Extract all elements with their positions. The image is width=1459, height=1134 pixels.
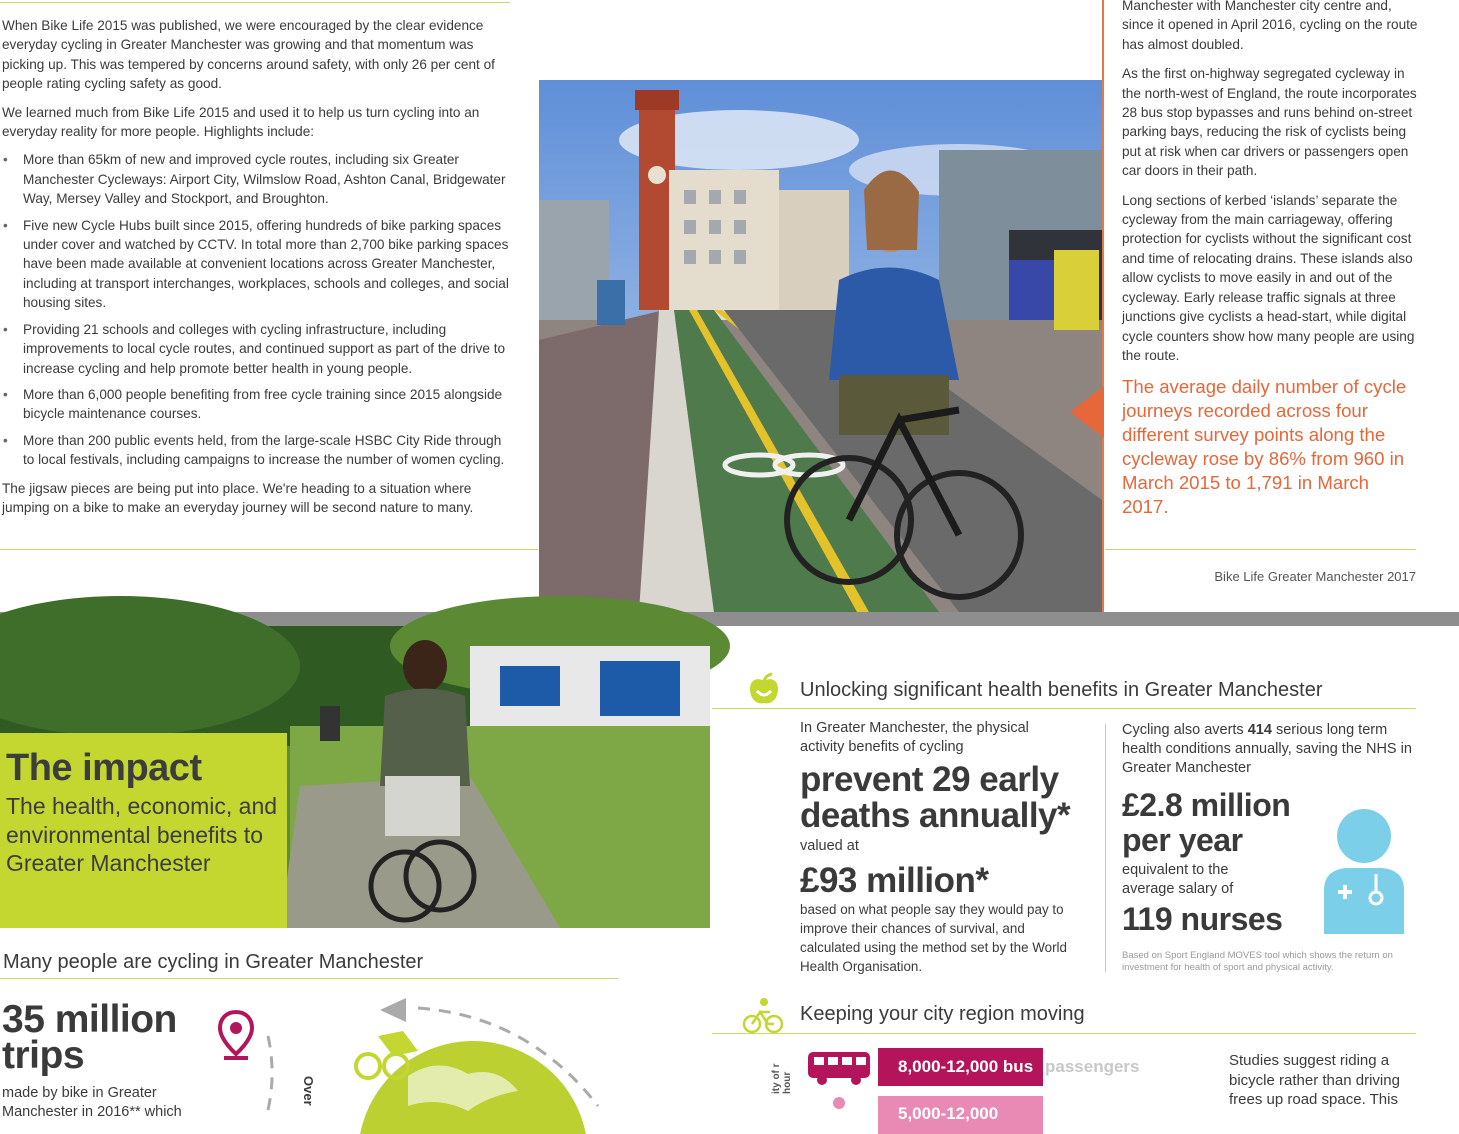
studies-text: Studies suggest riding a bicycle rather than driving frees up road space. This: [1229, 1052, 1400, 1108]
cyclist-photo: [539, 80, 1102, 612]
bus-bar-suffix: passengers: [1045, 1057, 1140, 1076]
right-text-column: [1122, 0, 1418, 529]
moving-heading: Keeping your city region moving: [800, 1003, 1085, 1025]
impact-box: [0, 733, 287, 928]
footer-title: Bike Life Greater Manchester 2017: [1214, 569, 1416, 584]
impact-title: The impact: [6, 747, 202, 789]
top-rule: [0, 2, 510, 3]
health-heading: Unlocking significant health benefits in Greater Manchester: [800, 679, 1323, 701]
list-item: • More than 65km of new and improved cycle routes, including six Greater Manchester Cycleways: Airport City, Wilmslow Road, Ashton Canal, Bridgewater Way, Mersey Valley and Stockport, and Broughton.: [2, 150, 514, 208]
averts-number: 414: [1247, 722, 1272, 738]
nurses-stat: 119 nurses: [1122, 901, 1283, 937]
bus-icon: [806, 1050, 872, 1086]
early-deaths-stat: prevent 29 early deaths annually*: [800, 760, 1071, 835]
impact-subtitle: The health, economic, and environmental benefits to Greater Manchester: [6, 793, 278, 876]
orange-pointer: [1070, 386, 1104, 438]
moves-note: Based on Sport England MOVES tool which shows the return on investment for health of sport and physical activity.: [1122, 950, 1393, 973]
cycleway-paragraph-1: As the first on-highway segregated cycleway in the north-west of England, the route incorporates 28 bus stop bypasses and runs behind on-street parking bays, reducing the risk of cyclists being put at risk when car drivers or passengers open car doors in their path.: [1122, 66, 1417, 179]
list-item: • Five new Cycle Hubs built since 2015, offering hundreds of bike parking spaces under cover and watched by CCTV. In total more than 2,700 bike parking spaces have been made available at convenient locations across Greater Manchester, including at transport interchanges, workplaces, schools and colleges, and social housing sites.: [2, 216, 514, 313]
cycling-rule: [0, 978, 618, 979]
highlights-intro: We learned much from Bike Life 2015 and used it to help us turn cycling into an everyday reality for more people. Highlights include:: [2, 104, 480, 140]
closing-paragraph: The jigsaw pieces are being put into place. We're heading to a situation where jumping on a bike to make an everyday journey will be second nature to many.: [2, 480, 474, 515]
nurse-icon: [1320, 808, 1408, 934]
cycleway-paragraph-2: Long sections of kerbed ‘islands’ separate the cycleway from the main carriageway, offering protection for cyclists without the significant cost and time of relocating drains. These islands also allow cyclists to move easily in and out of the cycleway. Early release traffic signals at three junctions give cyclists a head-start, while digital cycle counters show how many people are using the route.: [1122, 192, 1415, 363]
capacity-axis-label: ity of r hour: [771, 1063, 793, 1094]
list-item: • Providing 21 schools and colleges with cycling infrastructure, including improvements to local cycle routes, and continued support as part of the drive to increase cycling and help promote better health in young people.: [2, 320, 514, 378]
arc-label: Over: [301, 1076, 316, 1106]
globe-graphic: [228, 996, 618, 1110]
orange-divider: [1102, 0, 1104, 612]
health-intro: In Greater Manchester, the physical activity benefits of cycling: [800, 720, 1029, 755]
bottom-rule-left: [0, 549, 538, 550]
nhs-saving-stat: £2.8 million per year: [1122, 787, 1291, 858]
bottom-rule-right: [1105, 549, 1416, 550]
health-rule: [712, 708, 1416, 709]
moving-rule: [712, 1033, 1416, 1034]
intro-paragraph: When Bike Life 2015 was published, we were encouraged by the clear evidence everyday cycling in Greater Manchester was growing and that momentum was picking up. This was tempered by concerns around safety, with only 26 per cent of people rating cycling safety as good.: [2, 18, 495, 92]
value-stat: £93 million*: [800, 861, 989, 900]
cycle-bar-value: 5,000-12,000: [898, 1104, 999, 1123]
apple-icon: [748, 673, 780, 707]
cyclist-icon: [828, 1096, 850, 1110]
averts-text: Cycling also averts 414 serious long term health conditions annually, saving the NHS in Greater Manchester: [1122, 722, 1412, 776]
bottom-page: [0, 626, 1459, 1123]
highlights-list: [2, 150, 514, 469]
bus-bar-value: 8,000-12,000 bus: [898, 1057, 1034, 1076]
salary-equiv: equivalent to the average salary of: [1122, 862, 1234, 897]
list-item: • More than 6,000 people benefiting from free cycle training since 2015 alongside bicycle maintenance courses.: [2, 385, 514, 424]
valuation-basis: based on what people say they would pay to improve their chances of survival, and calculated using the method set by the World Health Organisation.: [800, 902, 1067, 974]
cycleway-paragraph-0: Manchester with Manchester city centre and, since it opened in April 2016, cycling on the route has almost doubled.: [1122, 0, 1418, 52]
valued-at-label: valued at: [800, 838, 859, 854]
trips-sub: made by bike in Greater Manchester in 2016** which: [2, 1085, 182, 1120]
left-text-column: [2, 16, 514, 526]
list-item: • More than 200 public events held, from the large-scale HSBC City Ride through to local festivals, including campaigns to increase the number of women cycling.: [2, 431, 514, 470]
bicycle-icon: [742, 996, 784, 1036]
trips-stat: 35 million trips: [2, 998, 177, 1077]
cycling-heading: Many people are cycling in Greater Manchester: [3, 951, 424, 973]
pull-quote: The average daily number of cycle journeys recorded across four different survey points along the cycleway rose by 86% from 960 in March 2015 to 1,791 in March 2017.: [1122, 376, 1407, 518]
health-divider: [1105, 724, 1106, 972]
